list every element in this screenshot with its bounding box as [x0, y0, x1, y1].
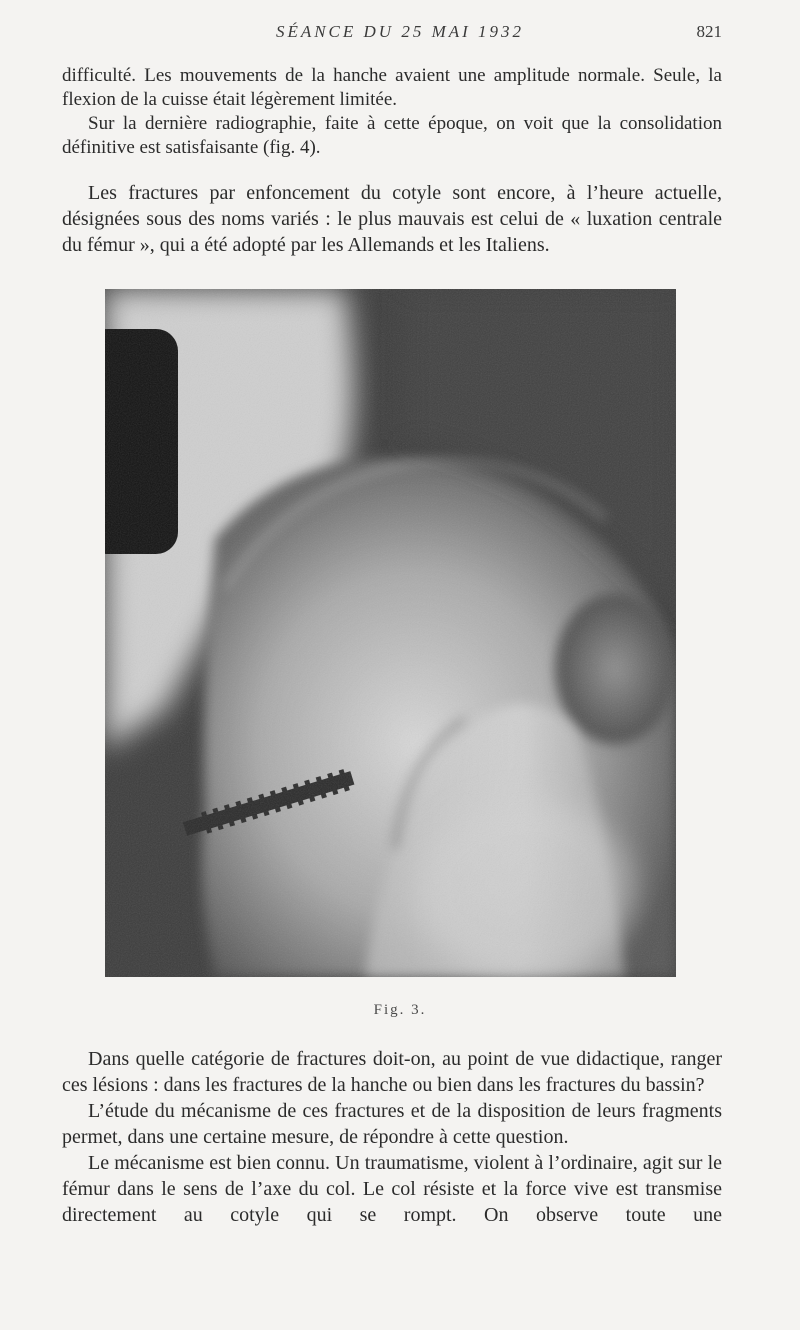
- paragraph: Les fractures par enfoncement du cotyle sont encore, à l’heure actuelle, désignées sous des noms variés : le plus mauvais est celui de « luxation centrale du fémur », qui a été adopté par les Allemands et les Italiens.: [62, 182, 722, 256]
- figure-caption: Fig. 3.: [373, 1002, 427, 1018]
- text-block-bottom: [62, 1046, 722, 1228]
- radiograph-figure: [105, 289, 676, 977]
- page-header: [0, 22, 800, 46]
- text-block-top: [62, 64, 722, 160]
- paragraph: Dans quelle catégorie de fractures doit-on, au point de vue didactique, ranger ces lésions : dans les fractures de la hanche ou bien dans les fractures du bassin?: [62, 1048, 722, 1096]
- paragraph: Sur la dernière radiographie, faite à cette époque, on voit que la consolidation définitive est satisfaisante (fig. 4).: [62, 113, 722, 158]
- paragraph: Le mécanisme est bien connu. Un traumatisme, violent à l’ordinaire, agit sur le fémur dans le sens de l’axe du col. Le col résiste et la force vive est transmise directement au cotyle qui se rompt. On observe toute une: [62, 1152, 722, 1226]
- paragraph: difficulté. Les mouvements de la hanche avaient une amplitude normale. Seule, la flexion de la cuisse était légèrement limitée.: [62, 65, 722, 110]
- radiograph-image: [105, 289, 676, 977]
- page-number: 821: [696, 22, 722, 41]
- running-title: SÉANCE DU 25 MAI 1932: [275, 22, 525, 41]
- paragraph: L’étude du mécanisme de ces fractures et de la disposition de leurs fragments permet, dans une certaine mesure, de répondre à cette question.: [62, 1100, 722, 1148]
- text-block-intro: [62, 180, 722, 258]
